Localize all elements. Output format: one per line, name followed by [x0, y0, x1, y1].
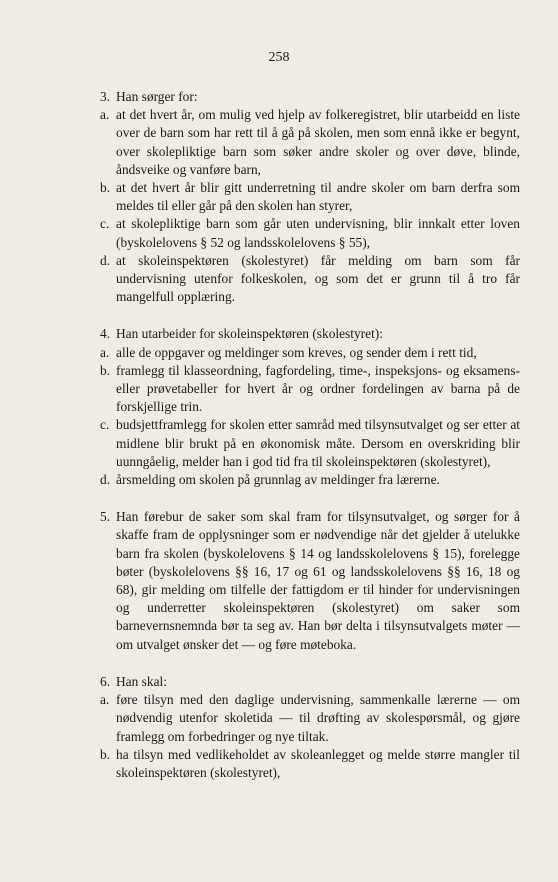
section-6	[100, 673, 520, 782]
item-letter: d.	[100, 472, 111, 488]
item-letter: c.	[100, 417, 110, 433]
section-heading-text: Han skal:	[116, 673, 167, 689]
section-number: 5.	[100, 509, 111, 525]
section-heading	[100, 88, 520, 106]
page-content	[100, 88, 520, 801]
item-text: at skoleinspektøren (skolestyret) får melding om barn som får undervisning utenfor folkeskolen, og som det er grunn til å tro får mangelfull opplæring.	[116, 252, 520, 305]
item-letter: d.	[100, 252, 111, 268]
item-text: alle de oppgaver og meldinger som kreves, og sender dem i rett tid,	[116, 344, 477, 360]
item-letter: a.	[100, 344, 110, 360]
section-heading	[100, 325, 520, 343]
item-letter: a.	[100, 692, 110, 708]
list-item	[100, 746, 520, 782]
section-number: 4.	[100, 326, 111, 342]
section-number: 6.	[100, 673, 111, 689]
item-text: føre tilsyn med den daglige undervisning, sammenkalle lærerne — om nødvendig utenfor skoletida — til drøfting av skolespørsmål, og gjøre framlegg om forbedringer og nye tiltak.	[116, 692, 520, 744]
section-heading-text: Han sørger for:	[116, 89, 198, 104]
list-item	[100, 106, 520, 179]
item-text: at det hvert år blir gitt underretning til andre skoler om barn derfra som meldes til eller går på den skolen han styrer,	[116, 180, 520, 214]
item-text: framlegg til klasseordning, fagfordeling, time-, inspeksjons- og eksamens- eller prøvetabeller for hvert år og ordner fordelingen av barna på de forskjellige trin.	[116, 362, 520, 415]
item-text: at skolepliktige barn som går uten undervisning, blir innkalt etter loven (byskolelovens § 52 og landsskolelovens § 55),	[116, 216, 520, 250]
item-letter: a.	[100, 107, 110, 123]
list-item	[100, 362, 520, 417]
page-number: 258	[268, 50, 290, 65]
section-4	[100, 325, 520, 489]
item-text: ha tilsyn med vedlikeholdet av skoleanlegget og melde større mangler til skoleinspektøren (skolestyret),	[116, 746, 520, 780]
item-letter: b.	[100, 180, 111, 196]
item-text: budsjettframlegg for skolen etter samråd med tilsynsutvalget og ser etter at midlene blir brukt på en økonomisk måte. Dersom en overskriding blir uunngåelig, melder han i god tid fra til skoleinspektøren (skolestyret),	[116, 417, 520, 469]
item-letter: b.	[100, 362, 111, 378]
list-item	[100, 252, 520, 307]
section-heading	[100, 673, 520, 691]
section-3	[100, 88, 520, 306]
item-letter: c.	[100, 216, 110, 232]
list-item	[100, 416, 520, 471]
list-item	[100, 471, 520, 489]
list-item	[100, 215, 520, 251]
list-item	[100, 344, 520, 362]
paragraph-text: Han førebur de saker som skal fram for tilsynsutvalget, og sørger for å skaffe fram de opplysninger som er nødvendige når det gjelder å utelukke barn fra skolen (byskolelovens § 14 og landsskolelovens § 15), forelegge bøter (byskolelovens §§ 16, 17 og 61 og landsskolelovens §§ 16, 18 og 68), gir melding om tilfelle der fattigdom er til hinder for undervisningen og underretter skoleinspektøren (skolestyret) om saker som barnevernsnemnda bør ta seg av. Han bør delta i tilsynsutvalgets møter — om utvalget ønsker det — og føre møteboka.	[116, 509, 520, 652]
item-letter: b.	[100, 746, 111, 762]
section-5	[100, 508, 520, 654]
item-text: årsmelding om skolen på grunnlag av meldinger fra lærerne.	[116, 472, 440, 488]
section-paragraph	[100, 508, 520, 654]
list-item	[100, 691, 520, 746]
section-heading-text: Han utarbeider for skoleinspektøren (skolestyret):	[116, 326, 383, 342]
list-item	[100, 179, 520, 215]
item-text: at det hvert år, om mulig ved hjelp av folkeregistret, blir utarbeidd en liste over de barn som har rett til å gå på skolen, men som ennå ikke er begynt, over skolepliktige barn som søker andre skoler og over døve, blinde, åndsveike og vanføre barn,	[116, 107, 520, 177]
section-number: 3.	[100, 89, 111, 104]
